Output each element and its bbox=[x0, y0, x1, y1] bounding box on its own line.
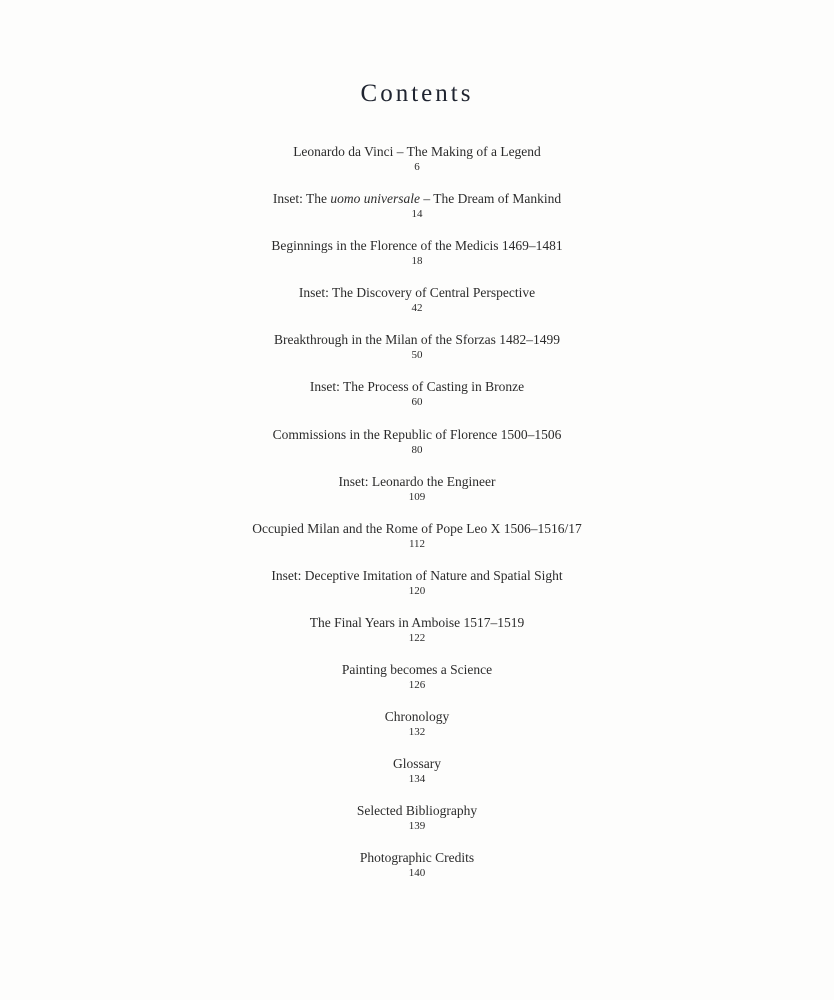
toc-entry bbox=[0, 613, 834, 660]
toc-entry bbox=[0, 330, 834, 377]
entry-title: Selected Bibliography bbox=[356, 803, 478, 819]
entry-title: Breakthrough in the Milan of the Sforzas 1482–1499 bbox=[273, 332, 561, 348]
entry-page-number: 50 bbox=[411, 349, 423, 362]
toc-entry bbox=[0, 754, 834, 801]
toc-entry bbox=[0, 189, 834, 236]
entry-title: Inset: The Process of Casting in Bronze bbox=[309, 379, 525, 395]
entry-title: Painting becomes a Science bbox=[341, 662, 493, 678]
entry-page-number: 42 bbox=[411, 302, 423, 315]
entry-page-number: 120 bbox=[408, 584, 426, 597]
entry-title: Inset: Leonardo the Engineer bbox=[338, 473, 496, 489]
toc-entry bbox=[0, 472, 834, 519]
toc-entry bbox=[0, 142, 834, 189]
entry-title-suffix: – The Dream of Mankind bbox=[420, 191, 562, 207]
entry-page-number: 112 bbox=[408, 537, 426, 550]
toc-entry bbox=[0, 236, 834, 283]
entry-title: Chronology bbox=[384, 709, 450, 725]
entry-title-italic: uomo universale bbox=[330, 191, 420, 207]
entry-page-number: 134 bbox=[408, 773, 426, 786]
entry-page-number: 126 bbox=[408, 679, 426, 692]
entry-page-number: 80 bbox=[411, 443, 423, 456]
entry-title: Leonardo da Vinci – The Making of a Legend bbox=[293, 144, 541, 159]
entry-title: The Final Years in Amboise 1517–1519 bbox=[309, 614, 525, 630]
toc-entry bbox=[0, 660, 834, 707]
entry-title: Glossary bbox=[393, 756, 441, 772]
table-of-contents bbox=[0, 142, 834, 896]
entry-page-number: 60 bbox=[411, 396, 423, 409]
toc-entry bbox=[0, 283, 834, 330]
entry-page-number: 18 bbox=[411, 255, 423, 268]
entry-page-number: 132 bbox=[408, 726, 426, 739]
entry-page-number: 139 bbox=[408, 820, 426, 833]
entry-page-number: 109 bbox=[408, 490, 426, 503]
entry-title: Commissions in the Republic of Florence 1500–1506 bbox=[272, 426, 562, 442]
entry-title: Inset: Deceptive Imitation of Nature and Spatial Sight bbox=[271, 567, 563, 583]
toc-entry bbox=[0, 707, 834, 754]
entry-page-number: 140 bbox=[408, 867, 426, 880]
toc-entry bbox=[0, 801, 834, 848]
entry-title bbox=[0, 189, 834, 208]
entry-page-number: 6 bbox=[414, 161, 420, 173]
toc-entry bbox=[0, 566, 834, 613]
entry-page-number: 14 bbox=[411, 208, 423, 221]
entry-title: Occupied Milan and the Rome of Pope Leo X 1506–1516/17 bbox=[252, 520, 582, 536]
toc-entry bbox=[0, 848, 834, 895]
toc-entry bbox=[0, 425, 834, 472]
entry-page-number: 122 bbox=[408, 631, 426, 644]
entry-title: Inset: The Discovery of Central Perspective bbox=[298, 285, 536, 301]
page-title: Contents bbox=[360, 80, 474, 107]
toc-entry bbox=[0, 377, 834, 424]
entry-title: Photographic Credits bbox=[359, 850, 475, 866]
toc-entry bbox=[0, 519, 834, 566]
entry-title-prefix: Inset: The bbox=[272, 191, 331, 207]
entry-title: Beginnings in the Florence of the Medicis 1469–1481 bbox=[271, 238, 563, 254]
